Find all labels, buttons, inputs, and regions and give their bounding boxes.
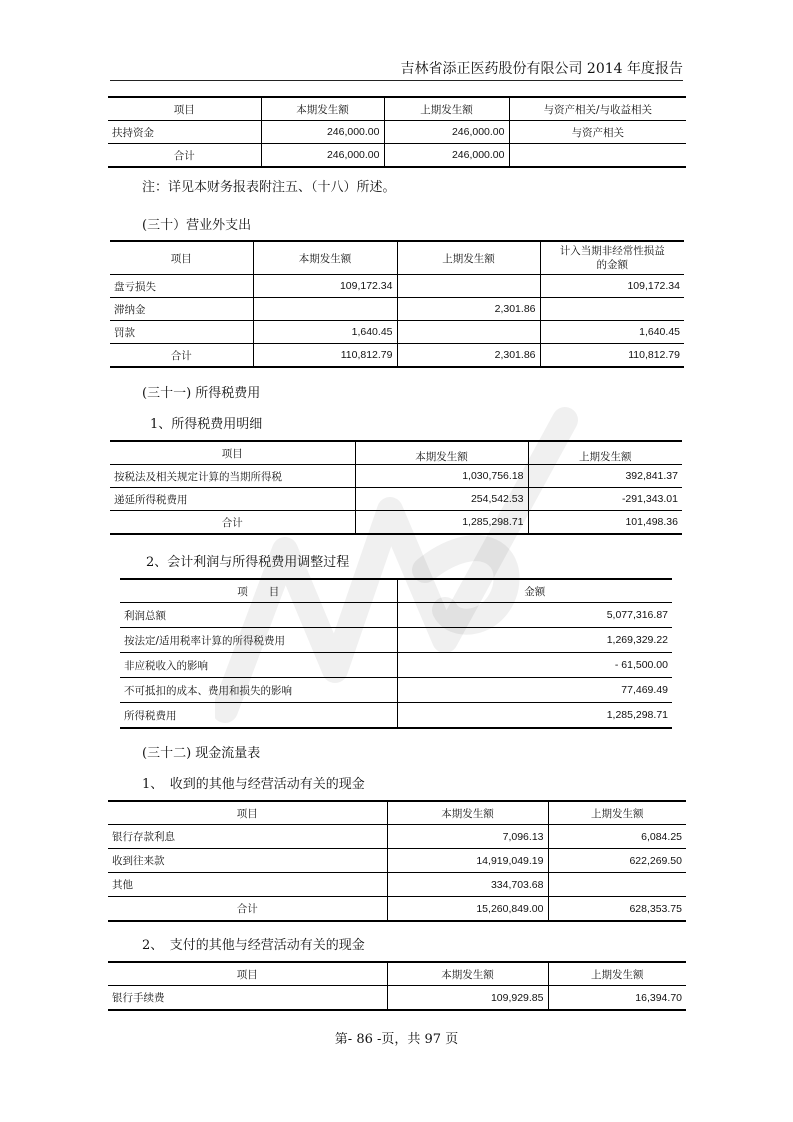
table-row [110, 275, 684, 298]
cell: 1,269,329.22 [397, 628, 672, 653]
table-header-row [108, 97, 686, 121]
table-row [110, 321, 684, 344]
col-header [540, 241, 684, 275]
col-header: 项目 [170, 252, 192, 265]
cell [397, 321, 540, 344]
cell: 扶持资金 [108, 121, 261, 144]
cell: 利润总额 [120, 603, 397, 628]
col-header: 本期发生额 [387, 962, 548, 986]
table-row [110, 511, 682, 535]
col-header: 本期发生额 [261, 97, 384, 121]
table-header-row [110, 441, 682, 465]
section-32-sub2: 2、 支付的其他与经营活动有关的现金 [142, 938, 365, 953]
table-header-row [108, 962, 686, 986]
cell: 5,077,316.87 [397, 603, 672, 628]
col-header: 上期发生额 [384, 97, 509, 121]
cell: 622,269.50 [548, 849, 686, 873]
cell: 246,000.00 [384, 121, 509, 144]
cell: 按税法及相关规定计算的当期所得税 [110, 465, 355, 488]
page-number: 第- 86 -页，共 97 页 [334, 1032, 459, 1047]
cell: 14,919,049.19 [387, 849, 548, 873]
nonoperating-expense-table [110, 240, 684, 368]
col-header: 本期发生额 [387, 801, 548, 825]
col-header: 项目 [236, 807, 258, 820]
table-row [108, 121, 686, 144]
col-header: 上期发生额 [528, 441, 682, 465]
col-header: 金额 [397, 579, 672, 603]
cell: 7,096.13 [387, 825, 548, 849]
cell: 254,542.53 [355, 488, 528, 511]
cell: 110,812.79 [540, 344, 684, 368]
cell: 合计 [110, 344, 253, 368]
cell: 罚款 [110, 321, 253, 344]
section-31-sub1: 1、所得税费用明细 [150, 417, 263, 432]
cell: 非应税收入的影响 [120, 653, 397, 678]
col-header: 项 目 [237, 585, 280, 598]
cell: 与资产相关 [509, 121, 686, 144]
table-row [110, 465, 682, 488]
income-tax-table [110, 440, 682, 535]
cell: 1,640.45 [253, 321, 397, 344]
cell: 合计 [108, 897, 387, 922]
col-header: 上期发生额 [548, 801, 686, 825]
cell: - 61,500.00 [397, 653, 672, 678]
table-row [120, 628, 672, 653]
table-header-row [108, 801, 686, 825]
cell: 合计 [108, 144, 261, 168]
section-31-title: (三十一) 所得税费用 [142, 386, 261, 401]
section-32-sub1: 1、 收到的其他与经营活动有关的现金 [142, 777, 365, 792]
report-header: 吉林省添正医药股份有限公司 2014 年度报告 [400, 61, 683, 77]
table-row [108, 986, 686, 1011]
col-header: 项目 [221, 447, 243, 460]
cell: 16,394.70 [548, 986, 686, 1011]
cell: 1,640.45 [540, 321, 684, 344]
table-row [120, 678, 672, 703]
cell: 银行手续费 [108, 986, 387, 1011]
cell: 1,285,298.71 [397, 703, 672, 729]
cell: 不可抵扣的成本、费用和损失的影响 [120, 678, 397, 703]
section-32-title: (三十二) 现金流量表 [142, 746, 261, 761]
section-30-title: (三十）营业外支出 [142, 218, 252, 233]
cell: 392,841.37 [528, 465, 682, 488]
cell: 15,260,849.00 [387, 897, 548, 922]
cell: 银行存款利息 [108, 825, 387, 849]
cell: 334,703.68 [387, 873, 548, 897]
subsidy-table [108, 96, 686, 168]
cell: 1,285,298.71 [355, 511, 528, 535]
table-row [110, 298, 684, 321]
cell: 合计 [110, 511, 355, 535]
cell [548, 873, 686, 897]
cell: 其他 [108, 873, 387, 897]
table-header-row [120, 579, 672, 603]
cell: 2,301.86 [397, 298, 540, 321]
note-text: 注：详见本财务报表附注五、（十八）所述。 [142, 180, 396, 195]
table-header-row [110, 241, 684, 275]
cell: 滞纳金 [110, 298, 253, 321]
cell: 628,353.75 [548, 897, 686, 922]
cell: 盘亏损失 [110, 275, 253, 298]
cell: 1,030,756.18 [355, 465, 528, 488]
cell: 246,000.00 [384, 144, 509, 168]
col-header-line: 的金额 [596, 259, 628, 271]
cell: 109,172.34 [540, 275, 684, 298]
tax-reconciliation-table [120, 578, 672, 729]
cell: 递延所得税费用 [110, 488, 355, 511]
cell [509, 144, 686, 168]
table-row [110, 344, 684, 368]
cell: 所得税费用 [120, 703, 397, 729]
cell: -291,343.01 [528, 488, 682, 511]
section-31-sub2: 2、会计利润与所得税费用调整过程 [146, 555, 350, 570]
table-row [108, 897, 686, 922]
col-header: 本期发生额 [253, 241, 397, 275]
col-header: 与资产相关/与收益相关 [509, 97, 686, 121]
cell: 按法定/适用税率计算的所得税费用 [120, 628, 397, 653]
table-row [108, 849, 686, 873]
cash-received-table [108, 800, 686, 922]
col-header: 上期发生额 [548, 962, 686, 986]
col-header-line: 计入当期非经常性损益 [559, 245, 665, 257]
cell [540, 298, 684, 321]
cell: 77,469.49 [397, 678, 672, 703]
cell [253, 298, 397, 321]
col-header: 项目 [236, 968, 258, 981]
cell: 246,000.00 [261, 144, 384, 168]
table-row [120, 603, 672, 628]
table-row [108, 873, 686, 897]
cell: 101,498.36 [528, 511, 682, 535]
table-row [108, 825, 686, 849]
cell: 110,812.79 [253, 344, 397, 368]
cell [397, 275, 540, 298]
cell: 6,084.25 [548, 825, 686, 849]
col-header: 项目 [173, 103, 195, 116]
header-divider [110, 80, 683, 81]
cell: 收到往来款 [108, 849, 387, 873]
table-row [120, 703, 672, 729]
table-row [108, 144, 686, 168]
cell: 2,301.86 [397, 344, 540, 368]
cell: 109,172.34 [253, 275, 397, 298]
col-header: 上期发生额 [397, 241, 540, 275]
col-header: 本期发生额 [355, 441, 528, 465]
cell: 109,929.85 [387, 986, 548, 1011]
table-row [120, 653, 672, 678]
cell: 246,000.00 [261, 121, 384, 144]
table-row [110, 488, 682, 511]
cash-paid-table [108, 961, 686, 1011]
